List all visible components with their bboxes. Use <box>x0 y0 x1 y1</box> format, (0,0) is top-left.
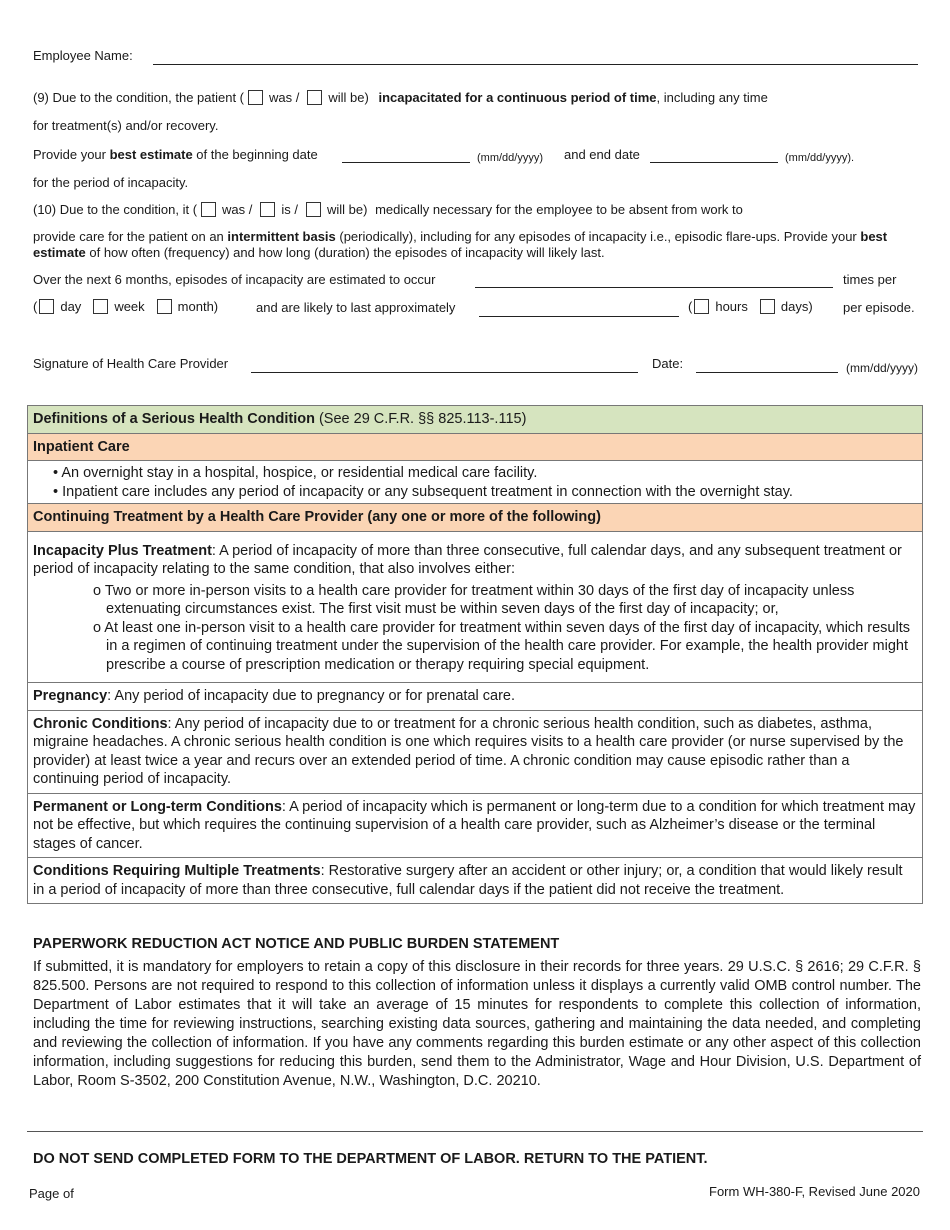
pregnancy-text: : Any period of incapacity due to pregnancy or for prenatal care. <box>107 688 516 704</box>
signature-input[interactable] <box>251 372 638 373</box>
q9-end-date-label: and end date <box>564 147 640 162</box>
q10-will-be-label: will be) <box>327 202 368 217</box>
q10-intermittent: intermittent basis <box>227 229 336 244</box>
q10-duration-input[interactable] <box>479 316 679 317</box>
q10-last-label: and are likely to last approximately <box>256 300 456 315</box>
do-not-send-notice: DO NOT SEND COMPLETED FORM TO THE DEPARTMENT OF LABOR. RETURN TO THE PATIENT. <box>33 1151 708 1167</box>
definitions-title-bold: Definitions of a Serious Health Condition <box>33 411 315 427</box>
q10-period-options <box>33 299 218 314</box>
multiple-text: : Restorative surgery after an accident or other injury; or, a condition that would likely result in a period of incapacity of more than three consecutive, full calendar days if the patient did not receive the treatment. <box>33 863 903 898</box>
signature-date-input[interactable] <box>696 372 838 373</box>
definitions-table <box>27 405 923 904</box>
q10-hours-label: hours <box>715 299 748 314</box>
q10-is-checkbox[interactable] <box>260 202 275 217</box>
q9-suffix: , including any time <box>656 90 768 105</box>
q10-will-be-checkbox[interactable] <box>306 202 321 217</box>
q10-was-checkbox[interactable] <box>201 202 216 217</box>
pregnancy-definition <box>28 683 922 711</box>
q9-was-label: was / <box>269 90 300 105</box>
continuing-treatment-title: Continuing Treatment by a Health Care Provider (any one or more of the following) <box>33 509 601 525</box>
q10-frequency-input[interactable] <box>475 287 833 288</box>
q10-month-checkbox[interactable] <box>157 299 172 314</box>
q10-week-label: week <box>114 299 145 314</box>
list-item: o At least one in-person visit to a health care provider for treatment within seven days of the first day of incapacity, which results in a regimen of continuing treatment under the supervision of the health care provider. For example, the health provider might prescribe a course of prescription medication or therapy requiring special equipment. <box>93 619 917 675</box>
inpatient-care-title: Inpatient Care <box>33 438 130 455</box>
form-id: Form WH-380-F, Revised June 2020 <box>709 1184 920 1199</box>
list-item: • Inpatient care includes any period of incapacity or any subsequent treatment in connection with the overnight stay. <box>53 483 917 502</box>
multiple-bold: Conditions Requiring Multiple Treatments <box>33 863 321 879</box>
permanent-conditions-definition <box>28 794 922 859</box>
q10-p-b: (periodically), including for any episodes of incapacity i.e., episodic flare-ups. Provide your <box>335 229 857 244</box>
q10-hours-checkbox[interactable] <box>694 299 709 314</box>
chronic-conditions-definition <box>28 711 922 794</box>
incapacity-plus-treatment <box>28 532 922 684</box>
q9-end-date-input[interactable] <box>650 162 778 163</box>
q10-per-episode: per episode. <box>843 300 915 315</box>
q9-line2: for treatment(s) and/or recovery. <box>33 118 219 133</box>
paperwork-title: PAPERWORK REDUCTION ACT NOTICE AND PUBLIC BURDEN STATEMENT <box>33 936 560 952</box>
pregnancy-bold: Pregnancy <box>33 688 108 704</box>
q10-day-label: day <box>60 299 82 314</box>
signature-date-format: (mm/dd/yyyy) <box>846 361 918 375</box>
ipt-text: : A period of incapacity of more than three consecutive, full calendar days, and any subsequent treatment or period of incapacity relating to the same condition, that also involves either: <box>33 542 902 577</box>
inpatient-care-header <box>28 434 922 462</box>
q9-will-be-label: will be) <box>328 90 369 105</box>
q9-best-estimate: best estimate <box>109 147 193 162</box>
q10-duration-options <box>688 299 813 314</box>
employee-name-label: Employee Name: <box>33 48 133 63</box>
q9-bold-text: incapacitated for a continuous period of time <box>378 90 657 105</box>
q10-week-checkbox[interactable] <box>93 299 108 314</box>
footer-divider <box>27 1131 923 1132</box>
q10-day-checkbox[interactable] <box>39 299 54 314</box>
continuing-treatment-header <box>28 504 922 532</box>
employee-name-input[interactable] <box>153 64 918 65</box>
chronic-text: : Any period of incapacity due to or treatment for a chronic serious health condition, such as diabetes, asthma, migraine headaches. A chronic serious health condition is one which requires visits to a health care provider (or nurse supervised by the provider) at least twice a year and recurs over an extended period of time. A chronic condition may cause episodic rather than a continuing period of incapacity. <box>33 715 904 787</box>
q10-suffix: medically necessary for the employee to be absent from work to <box>375 202 743 217</box>
q10-was-label: was / <box>222 202 253 217</box>
q9-will-be-checkbox[interactable] <box>307 90 322 105</box>
inpatient-care-body <box>28 461 922 504</box>
q10-days-label: days) <box>780 299 813 314</box>
q10-days-checkbox[interactable] <box>760 299 775 314</box>
q10-p-a: provide care for the patient on an <box>33 229 228 244</box>
q10-prefix: (10) Due to the condition, it ( <box>33 202 198 217</box>
chronic-bold: Chronic Conditions <box>33 715 168 732</box>
q9-estimate-label <box>33 147 318 162</box>
q10-best-estimate: best estimate <box>33 229 888 260</box>
definitions-title <box>28 406 922 434</box>
q10-is-label: is / <box>281 202 298 217</box>
q9-prefix: (9) Due to the condition, the patient ( <box>33 90 245 105</box>
q9-line1 <box>33 90 768 105</box>
q9-begin-date-input[interactable] <box>342 162 470 163</box>
q9-was-checkbox[interactable] <box>248 90 263 105</box>
signature-date-label: Date: <box>652 356 684 371</box>
q10-line1 <box>33 202 743 217</box>
list-item: • An overnight stay in a hospital, hospice, or residential medical care facility. <box>53 464 917 483</box>
multiple-treatments-definition <box>28 858 922 903</box>
ipt-bold: Incapacity Plus Treatment <box>33 542 212 559</box>
permanent-text: : A period of incapacity which is permanent or long-term due to a condition for which treatment may not be effective, but which requires the continuing supervision of a health care provider, such as Alzheimer’s disease or the terminal stages of cancer. <box>33 798 916 852</box>
q10-month-label: month) <box>177 299 219 314</box>
definitions-title-rest: (See 29 C.F.R. §§ 825.113-.115) <box>314 411 527 427</box>
permanent-bold: Permanent or Long-term Conditions <box>33 798 282 815</box>
q9-provide-pre: Provide your <box>33 147 110 162</box>
q10-paragraph <box>33 229 921 261</box>
q10-over-label: Over the next 6 months, episodes of incapacity are estimated to occur <box>33 272 436 287</box>
q10-open-paren-2: ( <box>688 299 693 314</box>
q10-times-per: times per <box>843 272 897 287</box>
q9-line4: for the period of incapacity. <box>33 175 189 190</box>
q9-date-format-1: (mm/dd/yyyy) <box>477 152 543 164</box>
q10-p-c: of how often (frequency) and how long (duration) the episodes of incapacity will likely last. <box>85 245 605 260</box>
page-number: Page of <box>29 1186 74 1201</box>
q9-date-format-2: (mm/dd/yyyy). <box>785 152 855 164</box>
list-item: o Two or more in-person visits to a health care provider for treatment within 30 days of the first day of incapacity unless extenuating circumstances exist. The first visit must be within seven days of the first day of incapacity; or, <box>93 582 917 619</box>
q9-provide-post: of the beginning date <box>192 147 318 162</box>
signature-label: Signature of Health Care Provider <box>33 356 229 371</box>
q10-open-paren: ( <box>33 299 38 314</box>
paperwork-body: If submitted, it is mandatory for employers to retain a copy of this disclosure in their records for three years. 29 U.S.C. § 2616; 29 C.F.R. § 825.500. Persons are not required to respond to this collection of information unless it displays a currently valid OMB control number. The Department of Labor estimates that it will take an average of 15 minutes for respondents to complete this collection of information, including the time for reviewing instructions, searching existing data sources, gathering and maintaining the data needed, and completing and reviewing the collection of information. If you have any comments regarding this burden estimate or any other aspect of this collection information, including suggestions for reducing this burden, send them to the Administrator, Wage and Hour Division, U.S. Department of Labor, Room S-3502, 200 Constitution Avenue, N.W., Washington, D.C. 20210. <box>33 959 921 1089</box>
